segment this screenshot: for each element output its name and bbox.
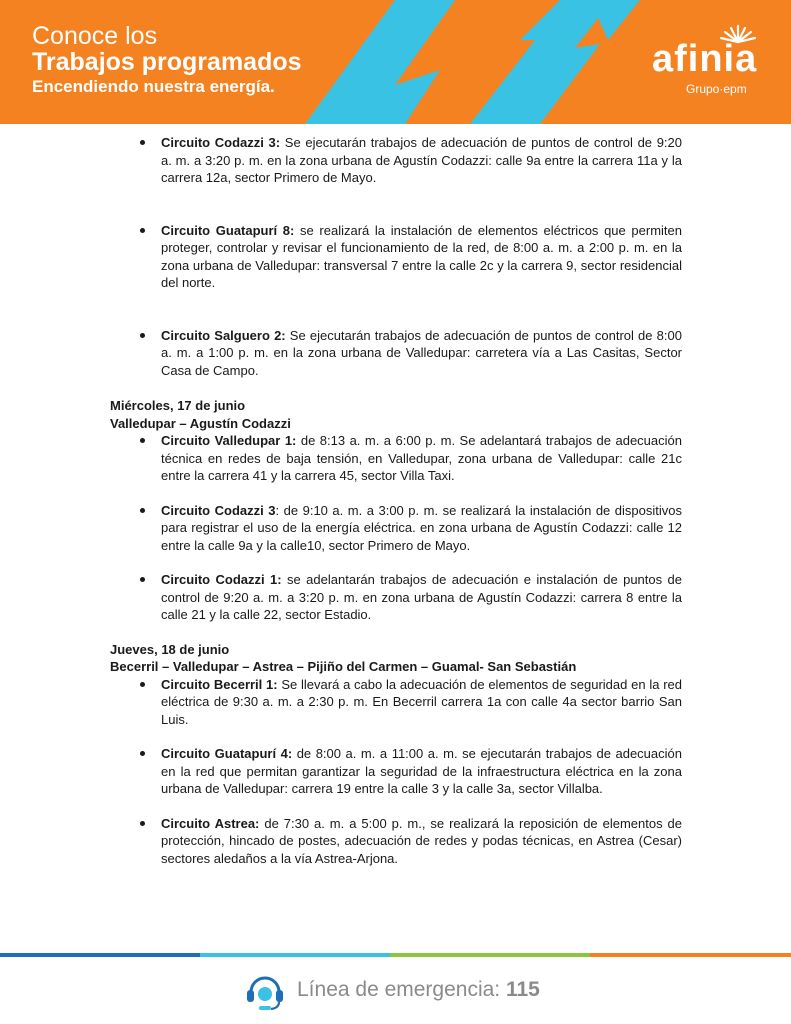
page-header (0, 0, 791, 124)
circuit-title: Circuito Guatapurí 8: (161, 222, 295, 238)
circuit-description: de 8:00 a. m. a 11:00 a. m. se ejecutarán trabajos de adecuación en la red que permitan garantizar la seguridad de la infraestructura eléctrica en la zona urbana de Valledupar: carrera 19 entre la calle 3 y la calle 3a, sector Villalba. (161, 746, 682, 796)
emergency-line (297, 977, 540, 1003)
list-item (110, 222, 682, 292)
list-item (110, 134, 682, 187)
list-item (110, 745, 682, 798)
circuit-title: Circuito Valledupar 1: (161, 433, 297, 448)
header-line-1: Conoce los (32, 22, 158, 50)
circuit-title: Circuito Codazzi 3 (161, 502, 276, 518)
circuit-description: Se ejecutarán trabajos de adecuación de puntos de control de 9:20 a. m. a 3:20 p. m. en la zona urbana de Agustín Codazzi: calle 9a entre la carrera 11a y la carrera 12a, sector Primero de Mayo. (161, 135, 682, 185)
circuit-list (110, 676, 682, 868)
afinia-logo (640, 20, 770, 100)
circuit-title: Circuito Codazzi 3: (161, 135, 281, 150)
list-item (110, 432, 682, 485)
header-title: Trabajos programados (32, 48, 302, 76)
footer-bar-green (390, 953, 590, 957)
circuit-description: Se ejecutarán trabajos de adecuación de puntos de control de 8:00 a. m. a 1:00 p. m. en la zona urbana de Valledupar: carretera vía a Las Casitas, Sector Casa de Campo. (161, 327, 682, 378)
locations-heading: Valledupar – Agustín Codazzi (110, 415, 291, 431)
footer-bar-orange (590, 953, 791, 957)
document-body (110, 134, 682, 867)
footer-bar-cyan (200, 953, 390, 957)
circuit-list (110, 432, 682, 624)
circuit-title: Circuito Salguero 2: (161, 327, 286, 343)
page-footer (0, 966, 791, 1016)
day-heading: Miércoles, 17 de junio (110, 398, 246, 413)
emergency-label: Línea de emergencia: (297, 978, 506, 1001)
circuit-title: Circuito Codazzi 1: (161, 572, 282, 587)
list-item (110, 327, 682, 380)
list-item (110, 502, 682, 555)
footer-color-bar (0, 953, 791, 957)
circuit-description: Se llevará a cabo la adecuación de elementos de seguridad en la red eléctrica de 9:30 a. m. a 2:30 p. m. En Becerril carrera 1a con calle 4a sector barrio San Luis. (161, 676, 682, 727)
circuit-title: Circuito Astrea: (161, 815, 260, 831)
locations-heading: Becerril – Valledupar – Astrea – Pijiño del Carmen – Guamal- San Sebastián (110, 659, 577, 674)
circuit-description: de 7:30 a. m. a 5:00 p. m., se realizará la reposición de elementos de protección, hincado de postes, adecuación de redes y podas técnicas, en Astrea (Cesar) sectores aledaños a la vía Astrea-Arjona. (161, 815, 682, 866)
list-item (110, 571, 682, 624)
circuit-title: Circuito Becerril 1: (161, 676, 278, 692)
circuit-description: se adelantarán trabajos de adecuación e instalación de puntos de control de 9:20 a. m. a 3:20 p. m. en zona urbana de Agustín Codazzi: carrera 8 entre la calle 21 y la calle 22, sector Estadio. (161, 572, 682, 622)
list-item (110, 815, 682, 868)
circuit-description: de 8:13 a. m. a 6:00 p. m. Se adelantará trabajos de adecuación técnica en redes de baja tensión, en Valledupar, zona urbana de Valledupar: calle 21c entre la carrera 41 y la carrera 45, sector Villa Taxi. (161, 433, 682, 483)
logo-wordmark: afinia (652, 38, 758, 80)
circuit-description: se realizará la instalación de elementos eléctricos que permiten proteger, controlar y revisar el funcionamiento de la red, de 8:00 a. m. a 2:00 p. m. en la zona urbana de Valledupar: transversal 7 entre la calle 2c y la carrera 9, sector residencial del norte. (161, 222, 682, 290)
circuit-list (110, 134, 682, 379)
header-slogan: Encendiendo nuestra energía. (32, 77, 275, 96)
logo-subtitle: Grupo·epm (686, 82, 747, 96)
emergency-number: 115 (505, 978, 540, 1001)
list-item (110, 676, 682, 729)
headset-icon (243, 970, 287, 1012)
circuit-description: : de 9:10 a. m. a 3:00 p. m. se realizará la instalación de dispositivos para registrar el uso de la energía eléctrica. en zona urbana de Agustín Codazzi: calle 12 entre la calle 9a y la calle10, sector Primero de Mayo. (161, 502, 682, 553)
circuit-title: Circuito Guatapurí 4: (161, 746, 293, 761)
footer-bar-blue (0, 953, 200, 957)
day-heading: Jueves, 18 de junio (110, 641, 230, 657)
